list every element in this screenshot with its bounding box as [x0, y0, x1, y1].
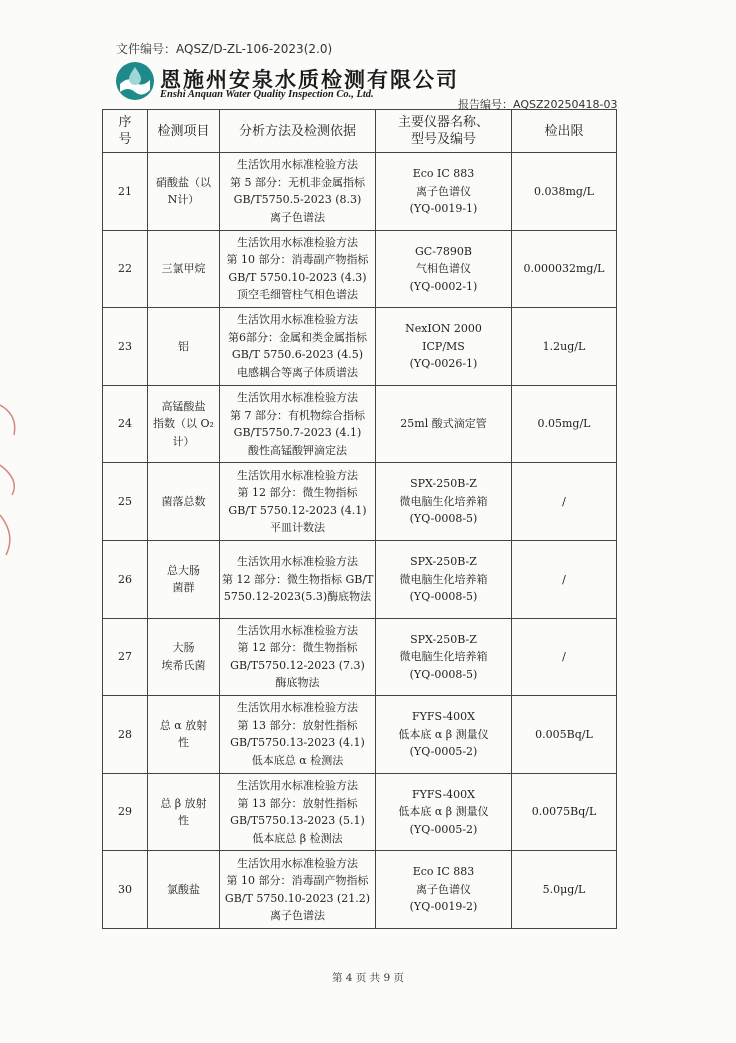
cell-method: 生活饮用水标准检验方法 第 12 部分：微生物指标 GB/T 5750.12-2023 (4.1) 平皿计数法: [220, 463, 376, 541]
cell-item: 总 β 放射 性: [148, 773, 220, 851]
cell-item: 高锰酸盐 指数（以 O₂ 计）: [148, 385, 220, 463]
cell-instrument: FYFS-400X 低本底 α β 测量仪 (YQ-0005-2): [376, 773, 512, 851]
table-row: [103, 618, 617, 696]
cell-limit: 0.005Bq/L: [512, 696, 617, 774]
cell-limit: 0.000032mg/L: [512, 230, 617, 308]
cell-method: 生活饮用水标准检验方法 第 13 部分：放射性指标 GB/T5750.13-2023 (5.1) 低本底总 β 检测法: [220, 773, 376, 851]
table-row: [103, 385, 617, 463]
header-limit: 检出限: [512, 110, 617, 153]
cell-item: 铝: [148, 308, 220, 386]
cell-instrument: NexION 2000 ICP/MS (YQ-0026-1): [376, 308, 512, 386]
cell-item: 菌落总数: [148, 463, 220, 541]
table-row: [103, 773, 617, 851]
table-row: [103, 153, 617, 231]
cell-limit: 0.0075Bq/L: [512, 773, 617, 851]
cell-limit: 0.038mg/L: [512, 153, 617, 231]
cell-instrument: Eco IC 883 离子色谱仪 (YQ-0019-1): [376, 153, 512, 231]
company-name-cn: 恩施州安泉水质检测有限公司: [160, 68, 459, 92]
cell-method: 生活饮用水标准检验方法 第 12 部分：微生物指标 GB/T 5750.12-2023(5.3)酶底物法: [220, 540, 376, 618]
cell-method: 生活饮用水标准检验方法 第 10 部分：消毒副产物指标 GB/T 5750.10-2023 (4.3) 顶空毛细管柱气相色谱法: [220, 230, 376, 308]
cell-no: 25: [103, 463, 148, 541]
table-row: [103, 463, 617, 541]
company-name-en: Enshi Anquan Water Quality Inspection Co., Ltd.: [160, 89, 374, 100]
table-header-row: [103, 110, 617, 153]
header-item: 检测项目: [148, 110, 220, 153]
cell-no: 23: [103, 308, 148, 386]
cell-item: 三氯甲烷: [148, 230, 220, 308]
cell-item: 总 α 放射 性: [148, 696, 220, 774]
table-row: [103, 540, 617, 618]
cell-limit: 1.2ug/L: [512, 308, 617, 386]
cell-item: 总大肠 菌群: [148, 540, 220, 618]
cell-method: 生活饮用水标准检验方法 第 13 部分：放射性指标 GB/T5750.13-2023 (4.1) 低本底总 α 检测法: [220, 696, 376, 774]
cell-no: 30: [103, 851, 148, 929]
cell-method: 生活饮用水标准检验方法 第6部分：金属和类金属指标 GB/T 5750.6-2023 (4.5) 电感耦合等离子体质谱法: [220, 308, 376, 386]
table-row: [103, 308, 617, 386]
red-seal-stamp: [0, 395, 22, 565]
table-row: [103, 696, 617, 774]
cell-method: 生活饮用水标准检验方法 第 12 部分：微生物指标 GB/T5750.12-2023 (7.3) 酶底物法: [220, 618, 376, 696]
report-number: 报告编号：AQSZ20250418-03: [458, 98, 618, 111]
cell-instrument: SPX-250B-Z 微电脑生化培养箱 (YQ-0008-5): [376, 463, 512, 541]
cell-item: 硝酸盐（以 N计）: [148, 153, 220, 231]
cell-no: 22: [103, 230, 148, 308]
header-seq: 序 号: [103, 110, 148, 153]
cell-limit: /: [512, 540, 617, 618]
cell-item: 氯酸盐: [148, 851, 220, 929]
water-drop-logo-icon: [114, 60, 156, 102]
page-number: 第 4 页 共 9 页: [331, 972, 405, 984]
header-instrument: 主要仪器名称、 型号及编号: [376, 110, 512, 153]
table-row: [103, 230, 617, 308]
cell-method: 生活饮用水标准检验方法 第 10 部分：消毒副产物指标 GB/T 5750.10-2023 (21.2) 离子色谱法: [220, 851, 376, 929]
cell-limit: /: [512, 618, 617, 696]
inspection-table: [102, 109, 617, 929]
cell-no: 21: [103, 153, 148, 231]
cell-limit: 5.0μg/L: [512, 851, 617, 929]
cell-no: 29: [103, 773, 148, 851]
cell-no: 28: [103, 696, 148, 774]
header-method: 分析方法及检测依据: [220, 110, 376, 153]
file-number: 文件编号：AQSZ/D-ZL-106-2023(2.0): [116, 42, 333, 56]
table-row: [103, 851, 617, 929]
cell-no: 26: [103, 540, 148, 618]
cell-instrument: SPX-250B-Z 微电脑生化培养箱 (YQ-0008-5): [376, 618, 512, 696]
cell-limit: /: [512, 463, 617, 541]
cell-instrument: 25ml 酸式滴定管: [376, 385, 512, 463]
cell-method: 生活饮用水标准检验方法 第 7 部分：有机物综合指标 GB/T5750.7-2023 (4.1) 酸性高锰酸钾滴定法: [220, 385, 376, 463]
cell-instrument: Eco IC 883 离子色谱仪 (YQ-0019-2): [376, 851, 512, 929]
cell-instrument: GC-7890B 气相色谱仪 (YQ-0002-1): [376, 230, 512, 308]
cell-no: 27: [103, 618, 148, 696]
cell-method: 生活饮用水标准检验方法 第 5 部分：无机非金属指标 GB/T5750.5-2023 (8.3) 离子色谱法: [220, 153, 376, 231]
cell-no: 24: [103, 385, 148, 463]
cell-item: 大肠 埃希氏菌: [148, 618, 220, 696]
cell-instrument: SPX-250B-Z 微电脑生化培养箱 (YQ-0008-5): [376, 540, 512, 618]
cell-instrument: FYFS-400X 低本底 α β 测量仪 (YQ-0005-2): [376, 696, 512, 774]
cell-limit: 0.05mg/L: [512, 385, 617, 463]
